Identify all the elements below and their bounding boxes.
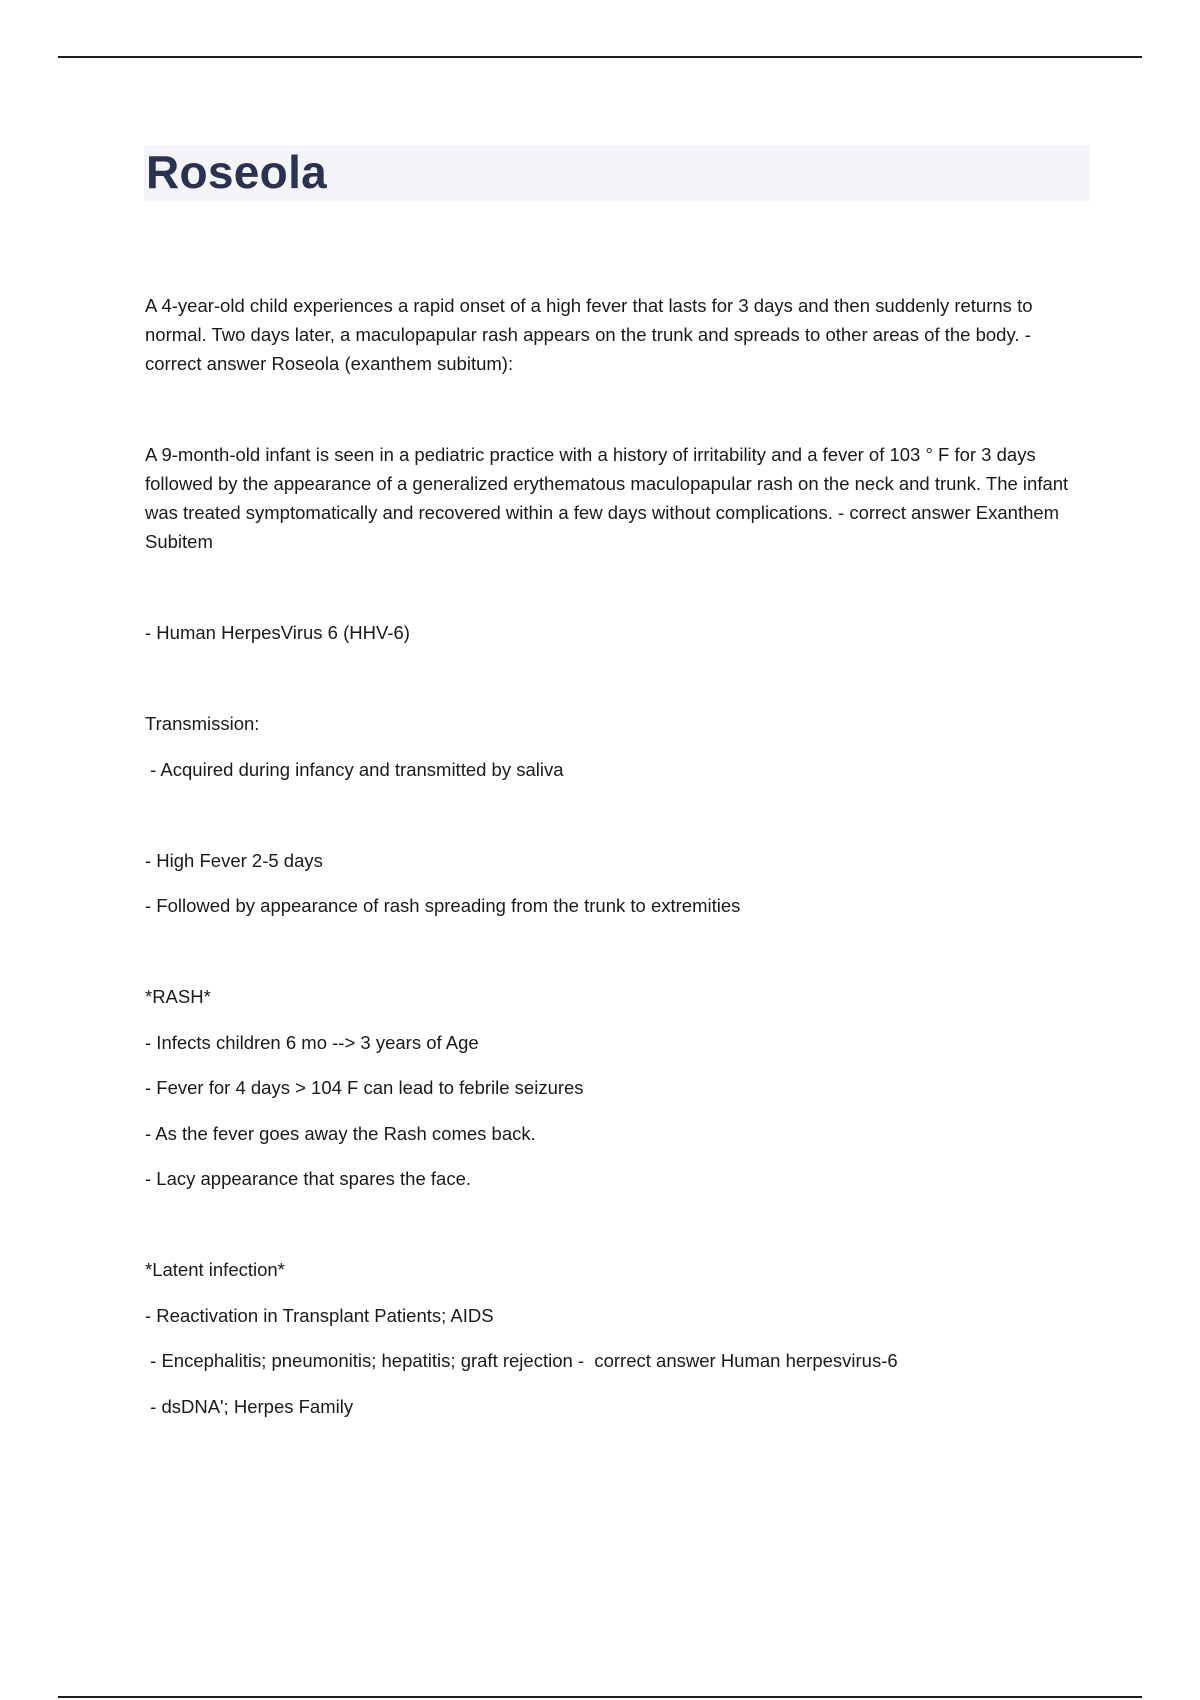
top-divider xyxy=(58,56,1142,58)
reactivation-line: - Reactivation in Transplant Patients; AIDS xyxy=(145,1305,494,1326)
question-2-text: A 9-month-old infant is seen in a pediatric practice with a history of irritability and a fever of 103 ° F for 3 days followed by the appearance of a generalized erythematous maculopapular rash on the neck and trunk. The infant was treated symptomatically and recovered within a few days without complications. - correct answer Exanthem Subitem xyxy=(145,444,1074,552)
rash-comes-back-line: - As the fever goes away the Rash comes back. xyxy=(145,1123,536,1144)
latent-infection-heading: *Latent infection* xyxy=(145,1259,285,1280)
hhv6-line: - Human HerpesVirus 6 (HHV-6) xyxy=(145,622,410,643)
dsdna-line: - dsDNA'; Herpes Family xyxy=(145,1396,354,1417)
high-fever-line: - High Fever 2-5 days xyxy=(145,850,323,871)
question-1-text: A 4-year-old child experiences a rapid onset of a high fever that lasts for 3 days and then suddenly returns to normal. Two days later, a maculopapular rash appears on the trunk and spreads to other areas of the body. - correct answer Roseola (exanthem subitum): xyxy=(145,295,1042,374)
transmission-heading: Transmission: xyxy=(145,713,260,734)
rash-heading: *RASH* xyxy=(145,986,211,1007)
page-title: Roseola xyxy=(146,146,328,198)
lacy-appearance-line: - Lacy appearance that spares the face. xyxy=(145,1168,472,1189)
bottom-divider xyxy=(58,1696,1142,1698)
transmission-detail: - Acquired during infancy and transmitted by saliva xyxy=(145,759,564,780)
rash-spread-line: - Followed by appearance of rash spreading from the trunk to extremities xyxy=(145,895,741,916)
febrile-seizures-line: - Fever for 4 days > 104 F can lead to febrile seizures xyxy=(145,1077,584,1098)
infects-children-line: - Infects children 6 mo --> 3 years of Age xyxy=(145,1032,479,1053)
complications-line: - Encephalitis; pneumonitis; hepatitis; graft rejection - correct answer Human herpesvirus-6 xyxy=(145,1350,898,1371)
